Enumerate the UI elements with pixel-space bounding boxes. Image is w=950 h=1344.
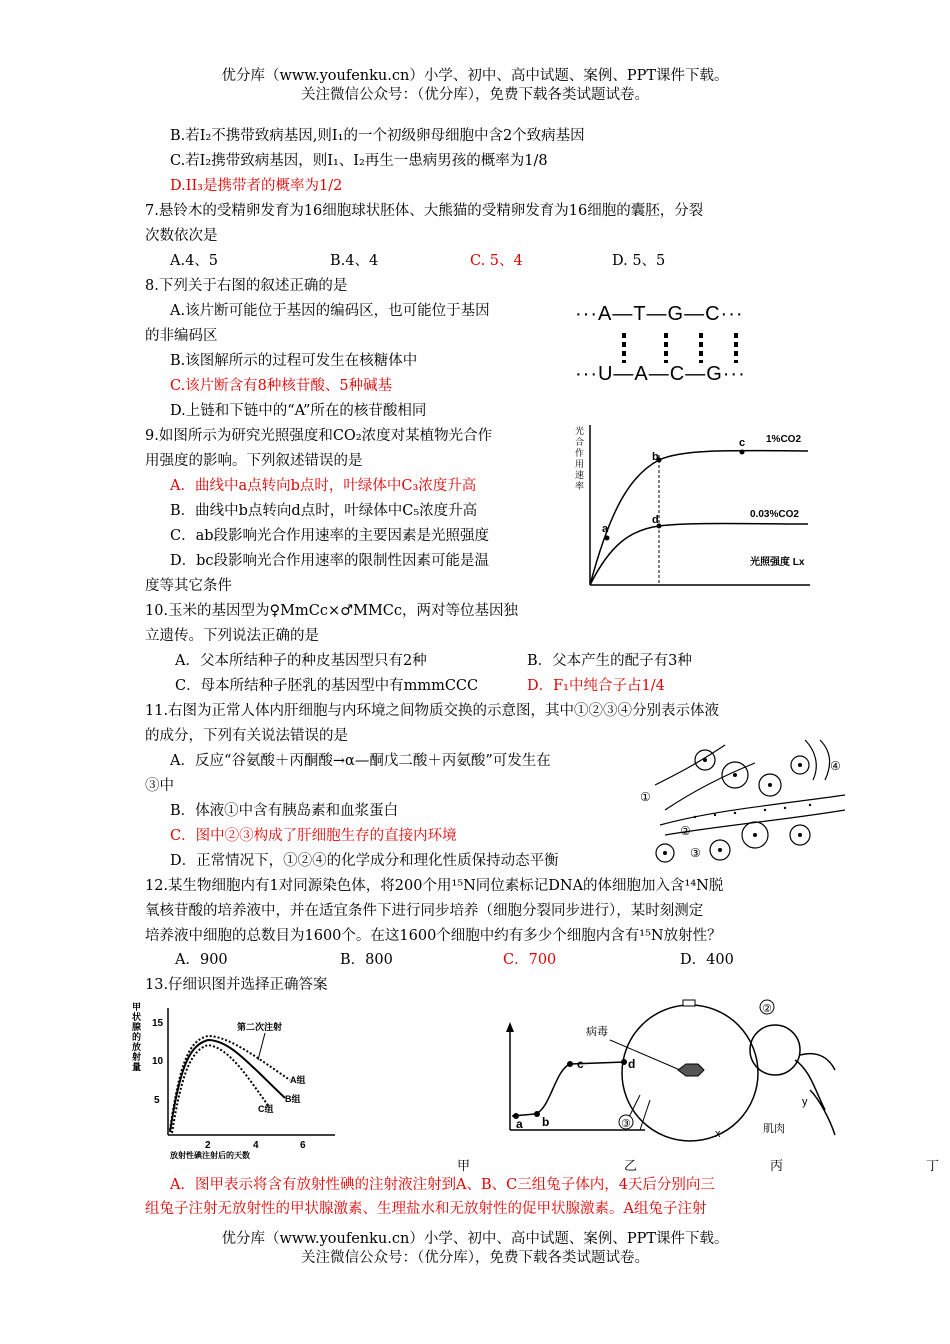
q13-yi-point-c: c xyxy=(577,1057,584,1071)
q11-option-c: C．图中②③构成了肝细胞生存的直接内环境 xyxy=(170,828,457,844)
q13-label-jia: 甲 xyxy=(457,1159,471,1174)
q13-jia-ylabel: 甲状腺的放射量 xyxy=(132,1002,142,1072)
q13-ding-y: y xyxy=(802,1096,808,1108)
q9-legend-1pct: 1%CO2 xyxy=(766,434,802,445)
q13-jia-xtick-6: 6 xyxy=(300,1140,306,1151)
q13-figure-bing-ding xyxy=(580,1000,840,1150)
q13-label-yi: 乙 xyxy=(624,1159,638,1174)
q12-stem-2: 氧核苷酸的培养液中，并在适宜条件下进行同步培养（细胞分裂同步进行），某时刻测定 xyxy=(145,903,704,919)
q13-yi-point-b: b xyxy=(542,1115,550,1129)
footer-line-1: 优分库（www.youfenku.cn）小学、初中、高中试题、案例、PPT课件下载。 xyxy=(221,1231,729,1247)
q12-stem-3: 培养液中细胞的总数目为1600个。在这1600个细胞中约有多少个细胞内含有¹⁵N放射性？ xyxy=(145,928,722,944)
q9-photosynthesis-chart xyxy=(570,420,820,595)
q8-option-a-1: A.该片断可能位于基因的编码区，也可能位于基因 xyxy=(170,303,490,319)
q8-top-strand: ···A—T—G—C··· xyxy=(575,303,744,325)
q8-option-a-2: 的非编码区 xyxy=(145,328,218,344)
q9-option-d-1: D．bc段影响光合作用速率的限制性因素可能是温 xyxy=(170,553,490,569)
q13-jia-series-c: C组 xyxy=(258,1104,274,1114)
q13-jia-xtick-2: 2 xyxy=(205,1140,211,1151)
q9-point-a xyxy=(605,536,610,541)
q6-option-b: B.若I₂不携带致病基因,则I₁的一个初级卵母细胞中含2个致病基因 xyxy=(170,128,585,144)
q11-stem-2: 的成分，下列有关说法错误的是 xyxy=(145,728,348,744)
q7-stem-1: 7.悬铃木的受精卵发育为16细胞球状胚体、大熊猫的受精卵发育为16细胞的囊胚，分裂 xyxy=(145,203,704,219)
q7-option-a: A.4、5 xyxy=(170,253,219,269)
q9-option-c: C．ab段影响光合作用速率的主要因素是光照强度 xyxy=(170,528,490,544)
q9-legend-003pct: 0.03%CO2 xyxy=(750,509,799,520)
q9-option-a: A．曲线中a点转向b点时，叶绿体中C₃浓度升高 xyxy=(170,478,477,494)
q7-stem-2: 次数依次是 xyxy=(145,228,218,244)
q13-answer-a-1: A．图甲表示将含有放射性碘的注射液注射到A、B、C三组兔子体内，4天后分别向三 xyxy=(170,1177,715,1193)
q9-stem-1: 9.如图所示为研究光照强度和CO₂浓度对某植物光合作 xyxy=(145,428,493,444)
q11-option-d: D．正常情况下，①②④的化学成分和理化性质保持动态平衡 xyxy=(170,853,559,869)
q9-option-b: B．曲线中b点转向d点时，叶绿体中C₅浓度升高 xyxy=(170,503,478,519)
q9-option-d-2: 度等其它条件 xyxy=(145,578,232,594)
q9-series-003pct xyxy=(590,524,808,586)
q13-bing-x: x xyxy=(715,1128,721,1140)
q10-option-b: B．父本产生的配子有3种 xyxy=(527,653,692,669)
q9-label-d: d xyxy=(652,514,659,526)
q9-label-a: a xyxy=(602,523,609,535)
q6-option-d: D.II₃是携带者的概率为1/2 xyxy=(170,178,343,194)
q10-option-d: D．F₁中纯合子占1/4 xyxy=(527,678,665,694)
q11-label-3: ③ xyxy=(690,846,701,860)
q8-option-b: B.该图解所示的过程可发生在核糖体中 xyxy=(170,353,418,369)
q13-jia-annotation: 第二次注射 xyxy=(237,1022,283,1032)
q12-option-c: C．700 xyxy=(503,952,557,968)
q13-yi-point-a: a xyxy=(516,1117,523,1131)
q8-bottom-strand: ···U—A—C—G··· xyxy=(575,363,746,385)
q10-stem-2: 立遗传。下列说法正确的是 xyxy=(145,628,319,644)
q13-jia-series-a: A组 xyxy=(290,1075,306,1085)
q12-option-b: B．800 xyxy=(340,952,393,968)
q7-option-c: C. 5、4 xyxy=(470,253,523,269)
q6-option-c: C.若I₂携带致病基因，则I₁、I₂再生一患病男孩的概率为1/8 xyxy=(170,153,548,169)
q7-option-d: D. 5、5 xyxy=(612,253,666,269)
q8-option-d: D.上链和下链中的“A”所在的核苷酸相同 xyxy=(170,403,427,419)
q9-ylabel: 光合作用速率 xyxy=(575,426,585,491)
q13-jia-ytick-5: 5 xyxy=(154,1095,160,1106)
q9-stem-2: 用强度的影响。下列叙述错误的是 xyxy=(145,453,363,469)
q9-point-c xyxy=(740,450,745,455)
q11-label-4: ④ xyxy=(830,759,841,773)
footer-line-2: 关注微信公众号：（优分库），免费下载各类试题试卷。 xyxy=(301,1250,649,1266)
q13-figure-jia xyxy=(130,1000,340,1160)
q13-jia-ytick-15: 15 xyxy=(152,1018,164,1029)
q9-xlabel: 光照强度 Lx xyxy=(750,557,805,568)
q13-jia-ytick-10: 10 xyxy=(152,1056,164,1067)
q12-option-d: D．400 xyxy=(680,952,734,968)
q12-option-a: A．900 xyxy=(175,952,228,968)
q8-strand-figure xyxy=(575,303,795,393)
q8-stem: 8.下列关于右图的叙述正确的是 xyxy=(145,278,348,294)
q13-jia-xlabel: 放射性碘注射后的天数 xyxy=(170,1151,250,1160)
q13-jia-xtick-4: 4 xyxy=(253,1140,259,1151)
q13-answer-a-2: 组兔子注射无放射性的甲状腺激素、生理盐水和无放射性的促甲状腺激素。A组兔子注射 xyxy=(145,1201,707,1217)
q10-stem-1: 10.玉米的基因型为♀MmCc×♂MMCc，两对等位基因独 xyxy=(145,603,519,619)
q13-stem: 13.仔细识图并选择正确答案 xyxy=(145,977,328,993)
header-line-1: 优分库（www.youfenku.cn）小学、初中、高中试题、案例、PPT课件下载。 xyxy=(221,68,729,84)
q11-label-2: ② xyxy=(680,824,691,838)
q13-bing-circled2: ② xyxy=(762,1003,772,1015)
q11-option-a-2: ③中 xyxy=(145,778,174,794)
q13-jia-series-b: B组 xyxy=(285,1094,301,1104)
q11-label-1: ① xyxy=(640,790,651,804)
q13-label-bing: 丙 xyxy=(770,1159,784,1174)
q13-bing-circled3: ③ xyxy=(621,1118,631,1130)
q13-bing-virus-label: 病毒 xyxy=(586,1026,608,1038)
q13-ding-muscle: 肌肉 xyxy=(763,1123,785,1135)
q13-virus-shape xyxy=(678,1064,704,1076)
q9-label-b: b xyxy=(652,451,659,463)
q11-option-b: B．体液①中含有胰岛素和血浆蛋白 xyxy=(170,803,399,819)
header-line-2: 关注微信公众号：（优分库），免费下载各类试题试卷。 xyxy=(301,87,649,103)
q7-option-b: B.4、4 xyxy=(330,253,379,269)
q13-yi-point-d: d xyxy=(628,1057,636,1071)
q10-option-c: C．母本所结种子胚乳的基因型中有mmmCCC xyxy=(175,678,479,694)
q8-option-c: C.该片断含有8种核苷酸、5种碱基 xyxy=(170,378,393,394)
q10-option-a: A．父本所结种子的种皮基因型只有2种 xyxy=(175,653,427,669)
q12-stem-1: 12.某生物细胞内有1对同源染色体，将200个用¹⁵N同位素标记DNA的体细胞加入含¹⁴N脱 xyxy=(145,878,724,894)
q11-stem-1: 11.右图为正常人体内肝细胞与内环境之间物质交换的示意图，其中①②③④分别表示体液 xyxy=(145,703,720,719)
q11-option-a-1: A．反应“谷氨酸＋丙酮酸→α—酮戊二酸＋丙氨酸”可发生在 xyxy=(170,753,551,769)
q9-label-c: c xyxy=(739,437,746,449)
q13-label-ding: 丁 xyxy=(926,1159,940,1174)
q11-liver-cell-diagram xyxy=(635,735,860,865)
